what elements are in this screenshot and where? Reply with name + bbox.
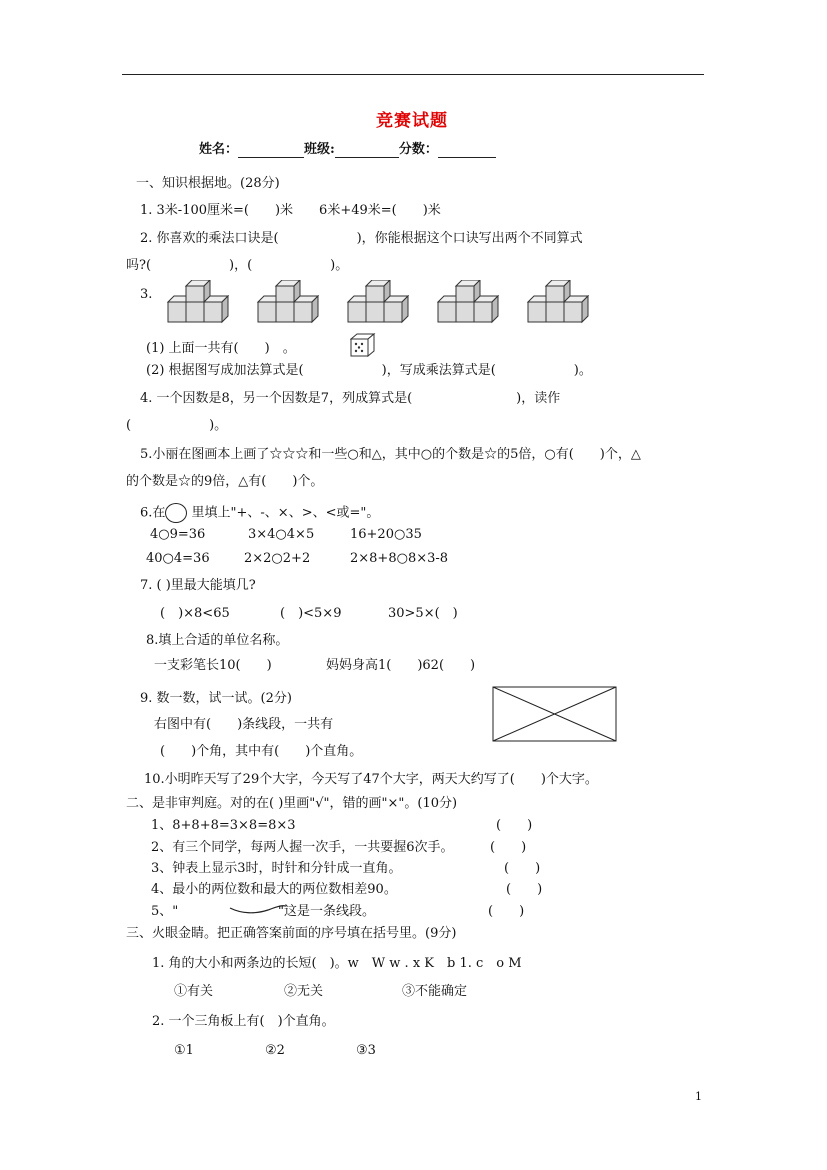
question-4-line-1: 4. 一个因数是8，另一个因数是7，列成算式是( )，读作 <box>140 391 561 406</box>
question-3-part-2: (2) 根据图写成加法算式是( )，写成乘法算式是( )。 <box>146 363 592 378</box>
question-6 <box>140 503 379 523</box>
q9-a: 右图中有( )条线段，一共有 <box>154 717 334 732</box>
section2-heading: 二、是非审判庭。对的在( )里画"√"，错的画"×"。(10分) <box>126 796 458 811</box>
tf-answer-4[interactable]: ( ) <box>506 882 543 897</box>
student-info-line <box>199 142 496 158</box>
tf-item-1: 1、8+8+8=3×8=8×3 <box>151 818 296 833</box>
tf-answer-5[interactable]: ( ) <box>488 904 525 919</box>
q7-c: 30>5×( ) <box>388 606 458 621</box>
tf-item-5-start: 5、" <box>151 904 179 919</box>
question-4-line-2: ( )。 <box>126 418 228 433</box>
question-10: 10.小明昨天写了29个大字，今天写了47个大字，两天大约写了( )个大字。 <box>144 772 598 787</box>
q8-b: 妈妈身高1( )62( ) <box>326 658 476 673</box>
tf-answer-2[interactable]: ( ) <box>490 840 527 855</box>
small-cube-icon <box>350 333 376 361</box>
cube-figure-5 <box>526 280 592 328</box>
score-label: 分数： <box>398 142 438 157</box>
question-3-part-1: (1) 上面一共有( ) 。 <box>146 341 296 356</box>
name-blank[interactable] <box>238 143 304 158</box>
cube-figure-3 <box>346 280 412 328</box>
question-6-text: 里填上"+、-、×、>、<或="。 <box>187 505 380 521</box>
question-9: 9. 数一数，试一试。(2分) <box>140 691 292 706</box>
cube-figure-1 <box>166 280 232 328</box>
tf-item-2: 2、有三个同学，每两人握一次手，一共要握6次手。 <box>151 840 454 855</box>
question-3-label: 3. <box>140 287 153 302</box>
mc-question-2: 2. 一个三角板上有( )个直角。 <box>152 1014 335 1029</box>
question-6-label: 6.在 <box>140 505 166 521</box>
question-8: 8.填上合适的单位名称。 <box>146 633 289 648</box>
q8-a: 一支彩笔长10( ) <box>154 658 272 673</box>
question-2-line-1: 2. 你喜欢的乘法口诀是( )，你能根据这个口诀写出两个不同算式 <box>140 231 583 246</box>
mc-q2-option-2[interactable]: ②2 <box>265 1043 285 1058</box>
q6-r2-b: 2×2○2+2 <box>244 551 311 566</box>
crossed-rectangle-figure <box>492 686 618 747</box>
q7-b: ( )<5×9 <box>280 606 342 621</box>
section3-heading: 三、火眼金睛。把正确答案前面的序号填在括号里。(9分) <box>126 926 457 941</box>
mc-q1-option-3[interactable]: ③不能确定 <box>402 984 468 999</box>
class-blank[interactable] <box>335 143 399 158</box>
cube-figure-4 <box>436 280 502 328</box>
circle-icon <box>165 503 187 523</box>
mc-q1-option-1[interactable]: ①有关 <box>174 984 214 999</box>
q6-r1-c: 16+20○35 <box>350 527 422 542</box>
page-number: 1 <box>695 1090 702 1103</box>
q9-b: ( )个角，其中有( )个直角。 <box>160 744 363 759</box>
tf-item-5-end: "这是一条线段。 <box>278 904 375 919</box>
tf-item-3: 3、钟表上显示3时，时针和分针成一直角。 <box>151 861 402 876</box>
tf-answer-3[interactable]: ( ) <box>504 861 541 876</box>
top-rule <box>122 74 704 75</box>
q6-r2-a: 40○4=36 <box>146 551 210 566</box>
q6-r2-c: 2×8+8○8×3-8 <box>350 551 449 566</box>
page-title: 竞赛试题 <box>376 111 448 131</box>
mc-question-1: 1. 角的大小和两条边的长短( )。w W w . x K b 1. c o M <box>152 956 522 971</box>
question-7: 7. ( )里最大能填几? <box>140 578 256 593</box>
section1-heading: 一、知识根据地。(28分) <box>136 176 280 191</box>
tf-answer-1[interactable]: ( ) <box>496 818 533 833</box>
mc-q2-option-3[interactable]: ③3 <box>356 1043 376 1058</box>
question-1: 1. 3米-100厘米=( )米 6米+49米=( )米 <box>140 203 441 218</box>
question-5-line-1: 5.小丽在图画本上画了☆☆☆和一些○和△，其中○的个数是☆的5倍，○有( )个，△ <box>140 447 641 462</box>
score-blank[interactable] <box>438 143 496 158</box>
mc-q1-option-2[interactable]: ②无关 <box>284 984 324 999</box>
cube-figure-2 <box>256 280 322 328</box>
class-label: 班级: <box>304 142 335 157</box>
q6-r1-a: 4○9=36 <box>150 527 206 542</box>
question-5-line-2: 的个数是☆的9倍，△有( )个。 <box>126 474 324 489</box>
name-label: 姓名： <box>199 142 239 157</box>
question-2-line-2: 吗?( )，( )。 <box>126 258 349 273</box>
q6-r1-b: 3×4○4×5 <box>248 527 315 542</box>
q7-a: ( )×8<65 <box>160 606 230 621</box>
tf-item-4: 4、最小的两位数和最大的两位数相差90。 <box>151 882 397 897</box>
mc-q2-option-1[interactable]: ①1 <box>174 1043 194 1058</box>
